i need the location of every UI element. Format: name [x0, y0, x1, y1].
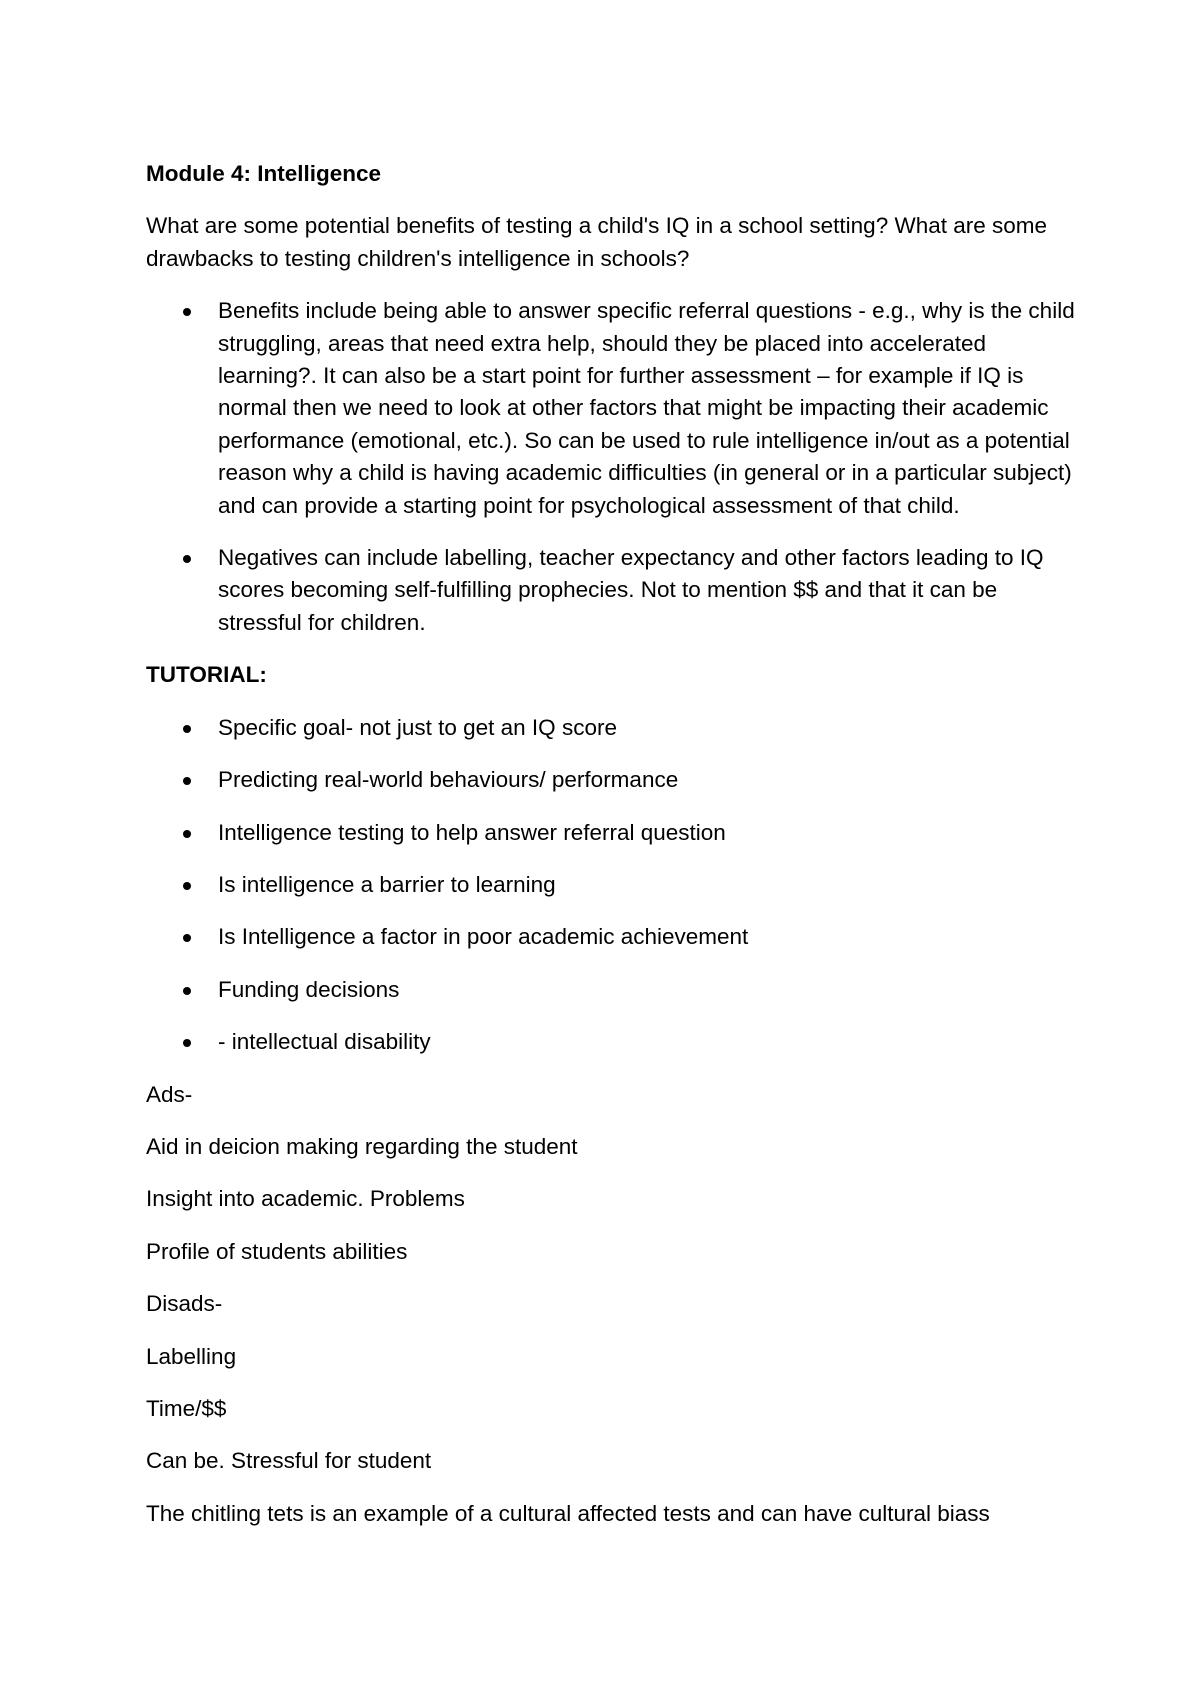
- list-item: [146, 974, 1076, 1006]
- note-line: Profile of students abilities: [146, 1238, 408, 1264]
- note-line: Ads-: [146, 1081, 193, 1107]
- note-line: Insight into academic. Problems: [146, 1186, 465, 1212]
- list-item: [146, 295, 1076, 522]
- note-line: Disads-: [146, 1291, 223, 1317]
- note-line: The chitling tets is an example of a cultural affected tests and can have cultural biass: [146, 1500, 990, 1526]
- tutorial-point: Specific goal- not just to get an IQ score: [218, 714, 617, 740]
- list-item: [146, 869, 1076, 901]
- answer-negatives: Negatives can include labelling, teacher expectancy and other factors leading to IQ scores becoming self-fulfilling prophecies. Not to mention $$ and that it can be stressful for children.: [218, 545, 1044, 635]
- tutorial-list: [146, 712, 1076, 1059]
- note-line: Can be. Stressful for student: [146, 1448, 432, 1474]
- bullet-icon: [183, 882, 191, 890]
- discussion-question: What are some potential benefits of testing a child's IQ in a school setting? What are some drawbacks to testing children's intelligence in schools?: [146, 213, 1048, 271]
- document-page: [146, 158, 1076, 1550]
- bullet-icon: [183, 1039, 191, 1047]
- document-title: Module 4: Intelligence: [146, 161, 382, 186]
- bullet-icon: [183, 725, 191, 733]
- tutorial-point: Funding decisions: [218, 976, 400, 1002]
- tutorial-point: Predicting real-world behaviours/ performance: [218, 767, 679, 793]
- list-item: [146, 1026, 1076, 1058]
- tutorial-point: Is intelligence a barrier to learning: [218, 871, 556, 897]
- note-line: Time/$$: [146, 1395, 227, 1421]
- list-item: [146, 712, 1076, 744]
- note-line: Aid in deicion making regarding the student: [146, 1133, 578, 1159]
- answer-list: [146, 295, 1076, 639]
- list-item: [146, 542, 1076, 639]
- tutorial-point: Is Intelligence a factor in poor academic achievement: [218, 924, 749, 950]
- note-line: Labelling: [146, 1343, 237, 1369]
- list-item: [146, 817, 1076, 849]
- tutorial-heading: TUTORIAL:: [146, 662, 267, 688]
- bullet-icon: [183, 555, 191, 563]
- tutorial-point: Intelligence testing to help answer referral question: [218, 819, 726, 845]
- list-item: [146, 764, 1076, 796]
- bullet-icon: [183, 987, 191, 995]
- bullet-icon: [183, 830, 191, 838]
- list-item: [146, 921, 1076, 953]
- answer-benefits: Benefits include being able to answer specific referral questions - e.g., why is the child struggling, areas that need extra help, should they be placed into accelerated learning?. It can also be a start point for further assessment – for example if IQ is normal then we need to look at other factors that might be impacting their academic performance (emotional, etc.). So can be used to rule intelligence in/out as a potential reason why a child is having academic difficulties (in general or in a particular subject) and can provide a starting point for psychological assessment of that child.: [218, 298, 1075, 518]
- bullet-icon: [183, 934, 191, 942]
- bullet-icon: [183, 777, 191, 785]
- tutorial-point: - intellectual disability: [218, 1029, 431, 1055]
- bullet-icon: [183, 308, 191, 316]
